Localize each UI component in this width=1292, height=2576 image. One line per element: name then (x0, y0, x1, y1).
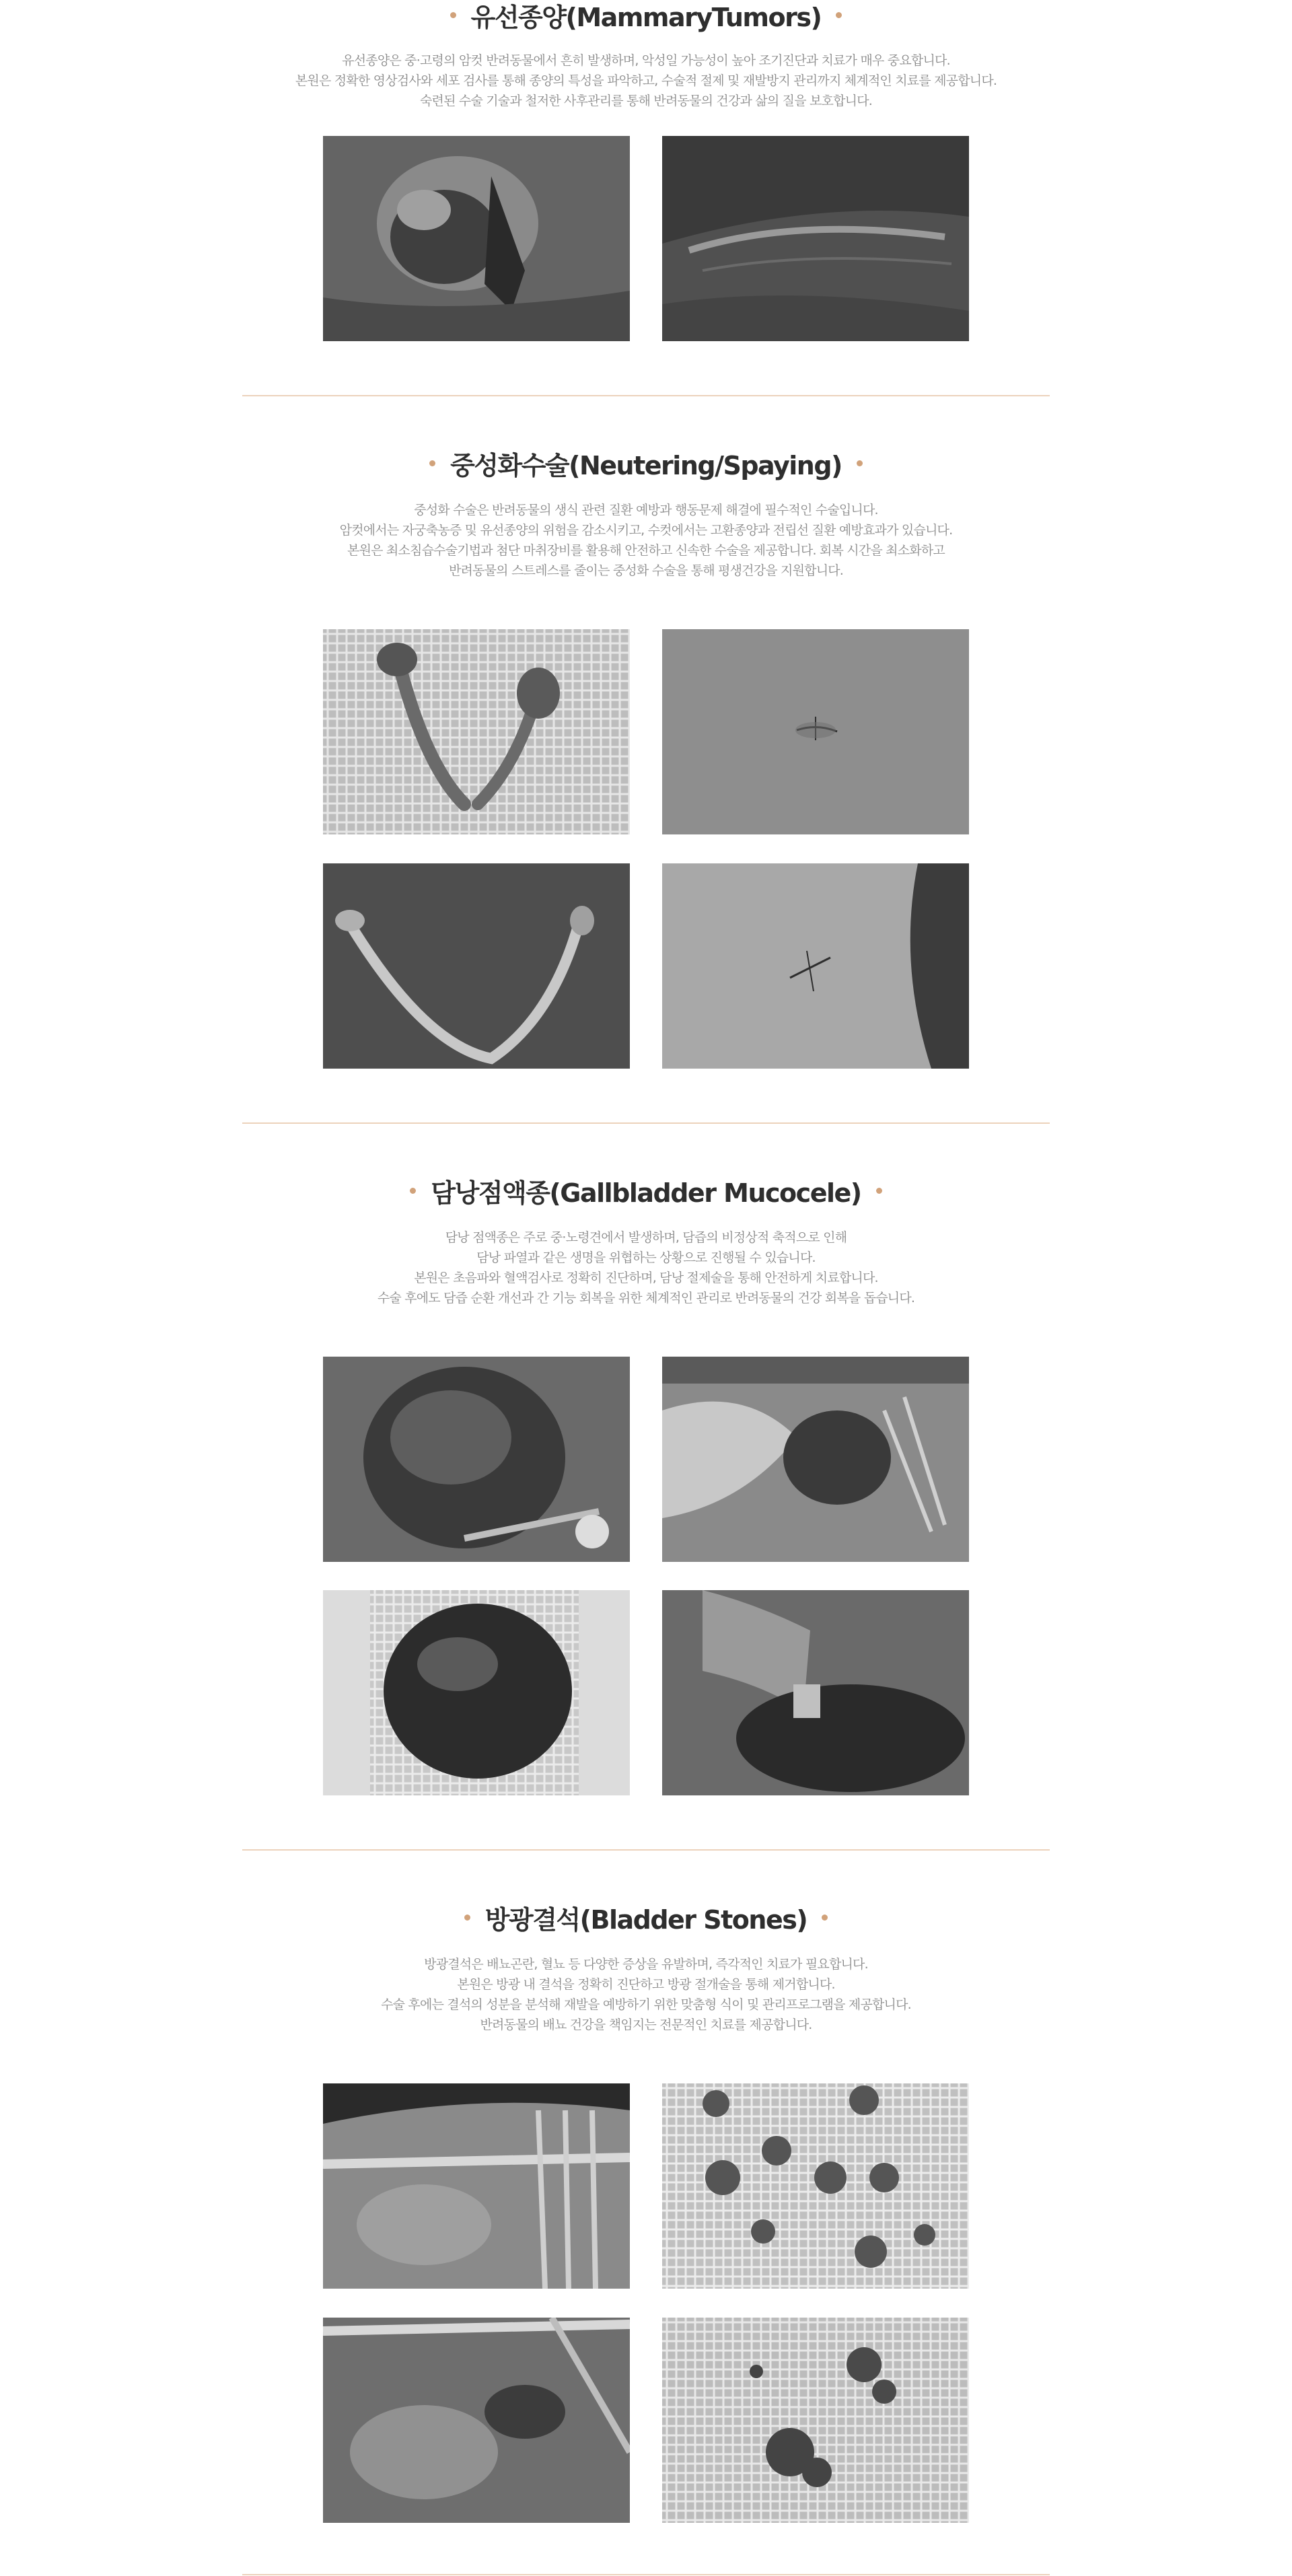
section-title-row (0, 0, 1292, 35)
surgical-photo-8 (662, 1357, 969, 1562)
section-title-row (0, 443, 1292, 483)
surgical-photo-2 (662, 136, 969, 341)
surgical-photo-1 (323, 136, 630, 341)
description-line: 반려동물의 스트레스를 줄이는 중성화 수술을 통해 평생건강을 지원합니다. (448, 563, 844, 578)
description-line: 담낭 점액종은 주로 중·노령견에서 발생하며, 담즙의 비정상적 축적으로 인해 (445, 1230, 847, 1245)
title-dot-right (836, 12, 842, 18)
description-line: 본원은 정확한 영상검사와 세포 검사를 통해 종양의 특성을 파악하고, 수술적 절제 및 재발방지 관리까지 체계적인 치료를 제공합니다. (295, 73, 997, 88)
section-title: 방광결석(Bladder Stones) (485, 1904, 808, 1935)
title-dot-right (857, 460, 863, 466)
section-description (175, 50, 1117, 111)
description-line: 암컷에서는 자궁축농증 및 유선종양의 위험을 감소시키고, 수컷에서는 고환종양과 전립선 질환 예방효과가 있습니다. (339, 523, 953, 538)
section-title-row (0, 1170, 1292, 1211)
title-dot-left (450, 12, 456, 18)
description-line: 본원은 최소침습수술기법과 첨단 마취장비를 활용해 안전하고 신속한 수술을 제공합니다. 회복 시간을 최소화하고 (347, 543, 945, 558)
surgical-photo-3 (323, 629, 630, 834)
title-dot-left (410, 1188, 416, 1194)
description-line: 담낭 파열과 같은 생명을 위협하는 상황으로 진행될 수 있습니다. (476, 1250, 816, 1265)
surgical-photo-4 (662, 629, 969, 834)
section-divider (242, 1122, 1050, 1124)
section-description (175, 1954, 1117, 2035)
title-dot-left (464, 1915, 470, 1921)
surgical-photo-12 (662, 2318, 969, 2523)
surgical-photo-6 (662, 863, 969, 1069)
surgical-photo-9 (323, 1590, 630, 1795)
description-line: 수술 후에는 결석의 성분을 분석해 재발을 예방하기 위한 맞춤형 식이 및 관리프로그램을 제공합니다. (381, 1997, 911, 2012)
description-line: 본원은 방광 내 결석을 정확히 진단하고 방광 절개술을 통해 제거합니다. (457, 1977, 835, 1992)
description-line: 숙련된 수술 기술과 철저한 사후관리를 통해 반려동물의 건강과 삶의 질을 보호합니다. (419, 94, 873, 108)
surgical-photo-11 (662, 2083, 969, 2289)
section-description (175, 500, 1117, 581)
description-line: 본원은 초음파와 혈액검사로 정확히 진단하며, 담낭 절제술을 통해 안전하게 치료합니다. (414, 1271, 878, 1285)
xray-photo-2 (323, 2318, 630, 2523)
section-title: 중성화수술(Neutering/Spaying) (450, 450, 842, 480)
description-line: 반려동물의 배뇨 건강을 책임지는 전문적인 치료를 제공합니다. (480, 2017, 812, 2032)
section-title: 담낭점액종(Gallbladder Mucocele) (431, 1178, 861, 1208)
section-divider (242, 395, 1050, 396)
section-title: 유선종양(MammaryTumors) (470, 2, 822, 32)
xray-photo-1 (323, 2083, 630, 2289)
section-divider (242, 2574, 1050, 2575)
description-line: 중성화 수술은 반려동물의 생식 관련 질환 예방과 행동문제 해결에 필수적인 수술입니다. (414, 503, 878, 517)
section-description (175, 1227, 1117, 1308)
title-dot-right (822, 1915, 828, 1921)
surgical-photo-5 (323, 863, 630, 1069)
surgical-photo-7 (323, 1357, 630, 1562)
section-title-row (0, 1897, 1292, 1937)
description-line: 유선종양은 중·고령의 암컷 반려동물에서 흔히 발생하며, 악성일 가능성이 높아 조기진단과 치료가 매우 중요합니다. (342, 53, 950, 68)
title-dot-left (429, 460, 435, 466)
section-divider (242, 1849, 1050, 1851)
description-line: 수술 후에도 담즙 순환 개선과 간 기능 회복을 위한 체계적인 관리로 반려동물의 건강 회복을 돕습니다. (377, 1291, 915, 1305)
description-line: 방광결석은 배뇨곤란, 혈뇨 등 다양한 증상을 유발하며, 즉각적인 치료가 필요합니다. (424, 1957, 868, 1972)
surgical-photo-10 (662, 1590, 969, 1795)
title-dot-right (876, 1188, 882, 1194)
